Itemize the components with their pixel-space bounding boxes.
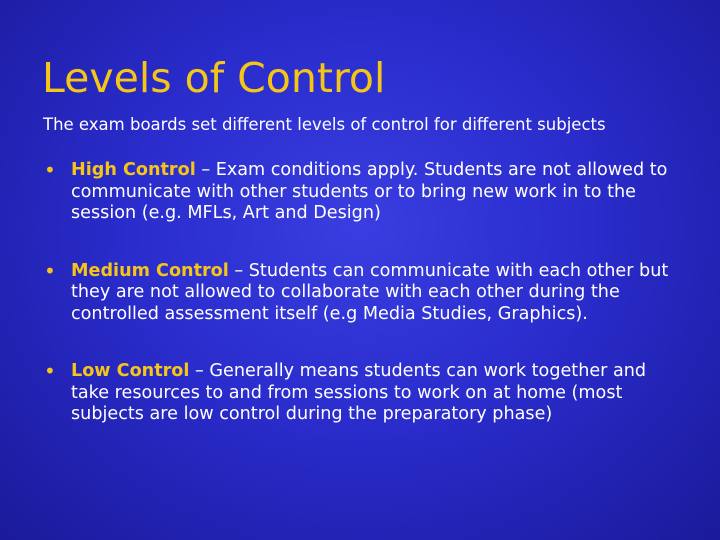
bullet-term: Medium Control: [71, 260, 229, 281]
bullet-list: [44, 160, 684, 426]
bullet-item-high-control: [44, 160, 684, 225]
bullet-term: High Control: [71, 160, 196, 180]
bullet-icon: •: [44, 158, 56, 182]
slide-subtitle: The exam boards set different levels of control for different subjects: [43, 115, 606, 134]
slide-title: Levels of Control: [42, 54, 386, 102]
bullet-item-medium-control: [44, 258, 684, 326]
bullet-term: Low Control: [71, 361, 190, 381]
bullet-text: – Generally means students can work together and take resources to and from sessions to work on at home (most subjects are low control during the preparatory phase): [71, 361, 647, 424]
bullet-icon: •: [44, 258, 56, 283]
bullet-text: – Students can communicate with each other but they are not allowed to collaborate with each other during the controlled assessment itself (e.g Media Studies, Graphics).: [71, 260, 669, 324]
bullet-text: – Exam conditions apply. Students are not allowed to communicate with other students or to bring new work in to the session (e.g. MFLs, Art and Design): [71, 160, 668, 223]
bullet-item-low-control: [44, 361, 684, 426]
bullet-icon: •: [44, 359, 56, 383]
